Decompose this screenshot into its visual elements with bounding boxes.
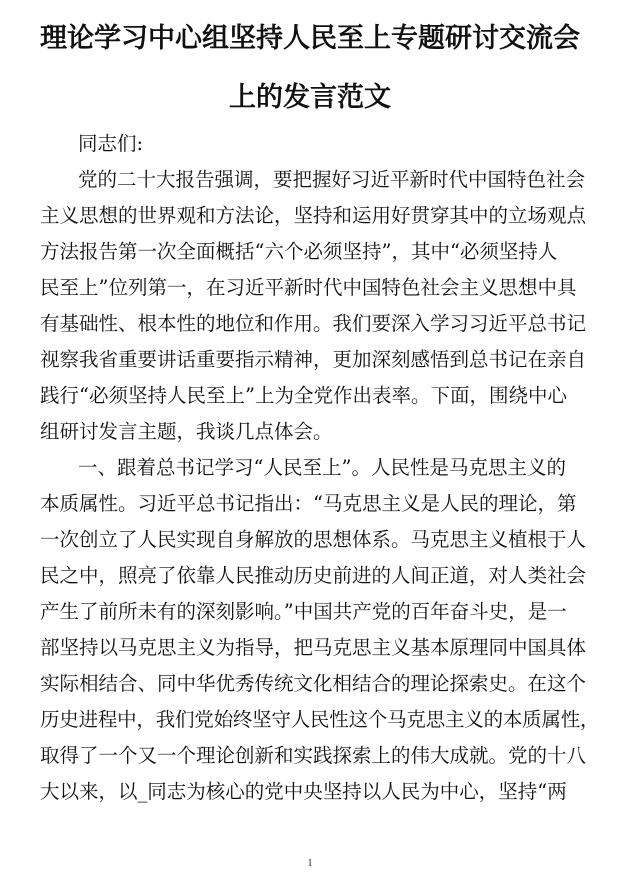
paragraph-line: 党的二十大报告强调，要把握好习近平新时代中国特色社会	[78, 168, 586, 191]
paragraph-line: 组研讨发言主题，我谈几点体会。	[40, 420, 333, 443]
paragraph-line: 一次创立了人民实现自身解放的思想体系。马克思主义植根于人	[40, 528, 587, 551]
paragraph-line: 大以来，以_同志为核心的党中央坚持以人民为中心，坚持“两	[40, 780, 567, 803]
paragraph-line: 本质属性。习近平总书记指出：“马克思主义是人民的理论，第	[40, 492, 577, 515]
paragraph-line: 主义思想的世界观和方法论，坚持和运用好贯穿其中的立场观点	[40, 204, 587, 227]
paragraph-line: 部坚持以马克思主义为指导，把马克思主义基本原理同中国具体	[40, 636, 587, 659]
page-number: 1	[307, 858, 313, 869]
paragraph-line: 有基础性、根本性的地位和作用。我们要深入学习习近平总书记	[40, 312, 587, 335]
paragraph-line: 民之中，照亮了依靠人民推动历史前进的人间正道，对人类社会	[40, 564, 587, 587]
paragraph-line: 一、跟着总书记学习“人民至上”。人民性是马克思主义的	[78, 456, 566, 479]
paragraph-line: 视察我省重要讲话重要指示精神，更加深刻感悟到总书记在亲自	[40, 348, 587, 371]
paragraph-line: 民至上”位列第一，在习近平新时代中国特色社会主义思想中具	[40, 276, 577, 299]
document-title-line-2: 上的发言范文	[229, 82, 391, 113]
salutation: 同志们:	[78, 132, 144, 155]
paragraph-line: 实际相结合、同中华优秀传统文化相结合的理论探索史。在这个	[40, 672, 587, 695]
paragraph-line: 历史进程中，我们党始终坚守人民性这个马克思主义的本质属性，	[40, 708, 600, 731]
paragraph-line: 取得了一个又一个理论创新和实践探索上的伟大成就。党的十八	[40, 744, 587, 767]
document-title-line-1: 理论学习中心组坚持人民至上专题研讨交流会	[40, 23, 580, 54]
paragraph-line: 产生了前所未有的深刻影响。”中国共产党的百年奋斗史，是一	[40, 600, 567, 623]
paragraph-line: 方法报告第一次全面概括“六个必须坚持”，其中“必须坚持人	[40, 240, 558, 263]
paragraph-line: 践行“必须坚持人民至上”上为全党作出表率。下面，围绕中心	[40, 384, 567, 407]
